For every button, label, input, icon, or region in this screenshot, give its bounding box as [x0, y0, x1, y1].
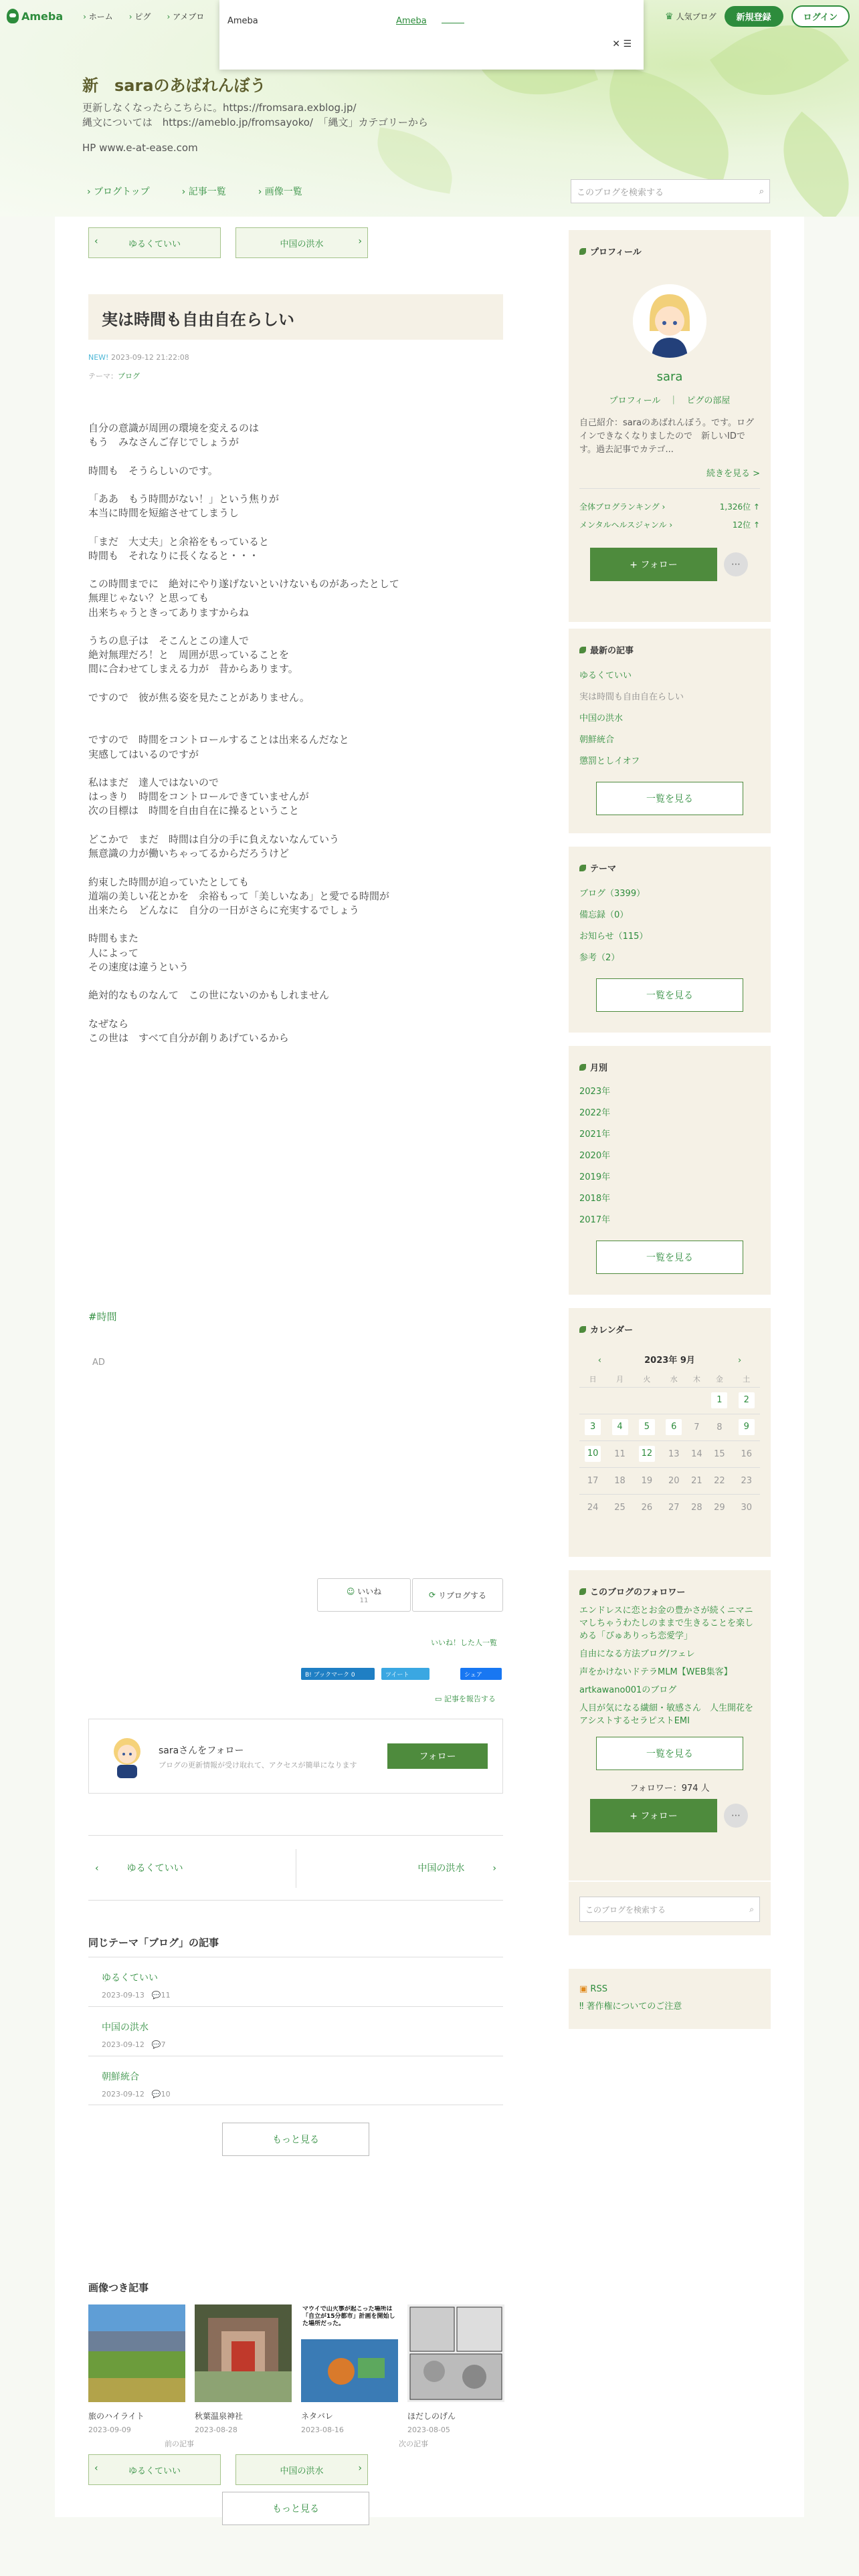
calendar-day[interactable] — [733, 1387, 760, 1414]
month-item[interactable]: 2021年 — [579, 1130, 611, 1140]
list-item-title: ゆるくていい — [102, 1973, 158, 1983]
list-item-meta: 2023-09-12 💬10 — [102, 2090, 171, 2099]
theme-more-wrap — [579, 978, 760, 1012]
calendar-day — [606, 1494, 633, 1521]
calendar-day — [706, 1440, 733, 1467]
calendar-day — [634, 1494, 660, 1521]
sidebar-search-input[interactable] — [579, 1897, 760, 1922]
latest-list — [579, 665, 760, 772]
list-item-meta: 2023-09-13 💬11 — [102, 1991, 171, 2000]
calendar-day-number: 11 — [614, 1448, 626, 1459]
entry-pager — [88, 1835, 503, 1901]
ameba-logo[interactable] — [7, 9, 63, 23]
prev-entry-label: ゆるくていい — [128, 2466, 181, 2476]
latest-item[interactable]: 懲罰としイオフ — [579, 756, 640, 766]
calendar-day-number: 8 — [717, 1422, 723, 1432]
calendar-day-number: 9 — [739, 1419, 755, 1435]
crown-icon: ♛ — [665, 11, 674, 22]
report-link[interactable] — [435, 1693, 496, 1704]
calendar-day — [579, 1467, 606, 1494]
calendar-weekday: 土 — [743, 1374, 751, 1384]
list-item[interactable] — [88, 2006, 503, 2056]
chevron-right-icon: › — [358, 236, 362, 247]
calendar-day-number: 6 — [666, 1419, 682, 1435]
popup-ameba-link[interactable]: Ameba — [396, 16, 427, 26]
image-card-date: 2023-08-28 — [195, 2426, 237, 2434]
calendar-weekday: 木 — [692, 1374, 700, 1384]
calendar-weekday: 月 — [616, 1374, 624, 1384]
image-card-date: 2023-09-09 — [88, 2426, 131, 2434]
follower-item[interactable]: 声をかけないドテラMLM【WEB集客】 — [579, 1667, 733, 1677]
profile-title — [579, 230, 760, 257]
reblog-icon: ⟳ — [428, 1590, 436, 1600]
facebook-share-button[interactable]: シェア — [460, 1668, 502, 1680]
thumbnail-caption: マウイで山火事が起こった場所は「自立が15分都市」計画を開始した場所だった。 — [302, 2306, 395, 2327]
pager-prev-label: ゆるくていい — [126, 1863, 183, 1874]
rss-icon: ▣ — [579, 1984, 591, 1994]
month-item[interactable]: 2022年 — [579, 1108, 611, 1118]
calendar-day — [733, 1494, 760, 1521]
image-card-title: 秋葉温泉神社 — [195, 2411, 244, 2421]
chevron-left-icon: ‹ — [94, 236, 98, 247]
hashtag-link[interactable]: #時間 — [88, 1311, 117, 1323]
follow-card — [88, 1719, 503, 1794]
calendar-day-number: 2 — [739, 1392, 755, 1408]
profile-links[interactable]: プロフィール ｜ ピグの部屋 — [609, 396, 731, 406]
sidebar-search-placeholder: このブログを検索する — [585, 1905, 666, 1915]
monthly-module — [569, 1046, 771, 1295]
shrine-thumbnail — [195, 2304, 292, 2402]
calendar-day-number: 5 — [639, 1419, 655, 1435]
more-options-icon[interactable]: ⋯ — [724, 1804, 748, 1828]
calendar-week — [579, 1440, 760, 1467]
image-card[interactable] — [195, 2304, 292, 2434]
calendar-day — [606, 1387, 633, 1414]
more-image-articles-button[interactable]: もっと見る — [222, 2492, 369, 2525]
calendar-day[interactable] — [706, 1387, 733, 1414]
sidebar-follow-button[interactable]: + フォロー — [590, 548, 717, 581]
calendar-title-label: カレンダー — [590, 1325, 634, 1335]
ad-label: AD — [92, 1358, 105, 1368]
reblog-label: リブログする — [438, 1590, 487, 1600]
list-item-title: 中国の洪水 — [102, 2022, 149, 2033]
reblog-button[interactable] — [412, 1578, 503, 1612]
leaf-icon — [579, 248, 586, 255]
ameba-logo-icon — [7, 9, 19, 23]
calendar-weekday: 火 — [643, 1374, 651, 1384]
tweet-button[interactable]: ツイート — [381, 1668, 430, 1680]
chevron-left-icon: ‹ — [94, 2463, 98, 2474]
latest-item[interactable]: 中国の洪水 — [579, 714, 624, 724]
follow-card-name: saraさんをフォロー — [159, 1745, 244, 1756]
calendar-week — [579, 1467, 760, 1494]
pager-next-label: 中国の洪水 — [417, 1863, 465, 1874]
calendar-day — [706, 1494, 733, 1521]
popular-label: 人気ブログ — [676, 12, 717, 21]
search-placeholder: このブログを検索する — [577, 187, 664, 198]
month-item[interactable]: 2017年 — [579, 1215, 611, 1225]
global-nav-ameblo[interactable]: › アメブロ — [167, 11, 204, 22]
calendar-month: 2023年 9月 — [644, 1356, 695, 1366]
liked-users-link[interactable]: いいね！した人一覧 — [431, 1638, 497, 1647]
calendar-day-number: 29 — [714, 1502, 725, 1513]
nav-image-list[interactable]: › 画像一覧 — [258, 185, 302, 198]
followers-more-wrap — [579, 1737, 760, 1770]
follower-item[interactable]: 人目が気になる繊細・敏感さん 人生開花をアシストするセラピストEMI — [579, 1703, 754, 1726]
calendar-day — [660, 1494, 687, 1521]
global-nav-pigg[interactable]: › ピグ — [129, 11, 151, 22]
calendar-day-number: 30 — [741, 1502, 753, 1513]
copyright-label: 著作権についてのご注意 — [586, 2002, 682, 2012]
calendar-day — [687, 1467, 706, 1494]
next-entry-button-top[interactable] — [235, 227, 368, 258]
month-more-wrap — [579, 1241, 760, 1274]
hatena-bookmark-button[interactable]: B! ブックマーク 0 — [301, 1668, 375, 1680]
pager-prev-link[interactable]: ‹ ゆるくていい — [95, 1863, 183, 1874]
profile-readmore-link[interactable]: 続きを見る > — [706, 469, 760, 479]
topbar-actions — [665, 5, 850, 27]
logo-text: Ameba — [21, 9, 64, 23]
follower-item[interactable]: artkawano001のブログ — [579, 1685, 677, 1695]
profile-module — [569, 230, 771, 622]
theme-list — [579, 883, 760, 969]
leaf-decoration — [593, 64, 745, 183]
like-button[interactable] — [317, 1578, 411, 1612]
calendar-header — [579, 1353, 760, 1366]
followers-follow-row — [590, 1799, 760, 1832]
prev-entry-label: ゆるくていい — [128, 239, 181, 249]
image-card[interactable] — [88, 2304, 185, 2434]
calendar-day-number: 17 — [587, 1475, 599, 1486]
leaf-icon — [579, 647, 586, 653]
image-card-title: ほだしのげん — [407, 2411, 456, 2421]
latest-articles-module — [569, 629, 771, 833]
leaf-icon — [579, 1064, 586, 1071]
calendar-day-number: 3 — [585, 1419, 601, 1435]
latest-item-current[interactable]: 実は時間も自由自在らしい — [579, 692, 684, 702]
follow-button[interactable]: フォロー — [387, 1743, 488, 1769]
calendar-title — [579, 1308, 760, 1335]
leaf-icon — [579, 1326, 586, 1333]
calendar-grid — [579, 1371, 760, 1521]
more-articles-button[interactable]: もっと見る — [222, 2123, 369, 2156]
latest-more-wrap — [579, 782, 760, 815]
image-articles-grid — [88, 2304, 503, 2434]
blog-nav — [87, 185, 302, 198]
rss-link[interactable] — [579, 1981, 760, 1998]
latest-more-button[interactable]: 一覧を見る — [596, 782, 743, 815]
theme-module — [569, 847, 771, 1033]
calendar-day-number: 19 — [641, 1475, 653, 1486]
leaf-decoration — [759, 112, 859, 217]
calendar-day — [660, 1440, 687, 1467]
calendar-day-number: 25 — [614, 1502, 626, 1513]
followers-title-label: このブログのフォロワー — [590, 1588, 686, 1598]
calendar-day — [606, 1440, 633, 1467]
next-entry-label: 中国の洪水 — [280, 239, 324, 249]
calendar-day-number: 15 — [714, 1448, 725, 1459]
month-item[interactable]: 2019年 — [579, 1172, 611, 1182]
calendar-week — [579, 1494, 760, 1521]
new-badge: NEW! — [88, 353, 109, 362]
image-card-title: ネタバレ — [301, 2411, 333, 2421]
login-button[interactable]: ログイン — [791, 5, 850, 27]
entry-body: 自分の意識が周囲の環境を変えるのは もう みなさんご存じでしょうが 時間も そうらしいのです。 「ああ もう時間がない！」という焦りが 本当に時間を短縮させてしまうし 「まだ 大丈夫」と余裕をもっていると 時間も それなりに長くなると・・・ この時間までに 絶対にやり遂げないといけないものがあったとして 無理じゃない？と思っても 出来ちゃうときってありますからね うちの息子は そこんとこの達人で 絶対無理だろ！と 周囲が思っていることを 間に合わせてしまえる力が 昔からあります。 ですので 彼が焦る姿を見たことがありません。 ですので 時間をコントロールすることは出来るんだなと 実感してはいるのですが 私はまだ 達人ではないので はっきり 時間をコントロールできていませんが 次の目標は 時間を自由自在に操るということ どこかで まだ 時間は自分の手に負えないなんていう 無意識の力が働いちゃってるからだろうけど 約束した時間が迫っていたとしても 道端の美しい花とかを 余裕もって「美しいなあ」と愛でる時間が 出来たら どんなに 自分の一日がさらに充実するでしょう 時間もまた 人によって その速度は違うという 絶対的なものなんて この世にないのかもしれません なぜなら この世は すべて自分が創りあげているから — [88, 422, 399, 1044]
next-entry-label: 中国の洪水 — [280, 2466, 324, 2476]
ranking-value: 12位 ↑ — [732, 520, 760, 530]
calendar-weekday: 日 — [589, 1374, 597, 1384]
calendar-day — [660, 1387, 687, 1414]
calendar-day-number: 12 — [639, 1446, 655, 1462]
nav-article-list[interactable]: › 記事一覧 — [182, 185, 226, 198]
month-list — [579, 1081, 760, 1231]
pager-next-link[interactable]: 中国の洪水 › — [417, 1863, 496, 1874]
blog-homepage: HP www.e-at-ease.com — [82, 142, 198, 154]
calendar-module — [569, 1308, 771, 1557]
follow-card-desc: ブログの更新情報が受け取れて、アクセスが簡単になります — [159, 1761, 357, 1769]
calendar-day[interactable] — [660, 1414, 687, 1440]
calendar-day — [634, 1467, 660, 1494]
calendar-day-number: 10 — [585, 1446, 601, 1462]
calendar-day — [733, 1467, 760, 1494]
month-item[interactable]: 2018年 — [579, 1194, 611, 1204]
prev-entry-caption: 前の記事 — [165, 2440, 194, 2448]
calendar-day — [634, 1387, 660, 1414]
follower-count: フォロワー：974 人 — [630, 1784, 710, 1794]
theme-title — [579, 847, 760, 874]
leaf-decoration — [371, 127, 459, 194]
copyright-link[interactable] — [579, 1998, 760, 2016]
image-card[interactable] — [301, 2304, 398, 2434]
like-icon: ☺ いいね — [346, 1587, 382, 1596]
image-card[interactable] — [407, 2304, 504, 2434]
month-item[interactable]: 2023年 — [579, 1087, 611, 1097]
profile-avatar[interactable] — [633, 284, 706, 358]
image-card-date: 2023-08-05 — [407, 2426, 450, 2434]
entry-theme — [88, 370, 140, 381]
sidebar-search-module — [569, 1882, 771, 1935]
entry-date-value: 2023-09-12 21:22:08 — [110, 353, 189, 362]
entry-date — [88, 353, 189, 362]
chat-icon: ▭ — [435, 1695, 444, 1703]
entry-title[interactable]: 実は時間も自由自在らしい — [88, 294, 503, 340]
calendar-day[interactable] — [606, 1414, 633, 1440]
calendar-day-number: 7 — [694, 1422, 700, 1432]
month-more-button[interactable]: 一覧を見る — [596, 1241, 743, 1274]
report-label: 記事を報告する — [444, 1695, 496, 1703]
profile-title-label: プロフィール — [590, 247, 642, 257]
calendar-day-number: 16 — [741, 1448, 753, 1459]
chevron-right-icon: › — [358, 2463, 362, 2474]
like-label: いいね — [357, 1587, 382, 1596]
calendar-day — [579, 1494, 606, 1521]
calendar-week — [579, 1414, 760, 1440]
chevron-left-icon[interactable]: ‹ — [597, 1356, 601, 1366]
calendar-day — [706, 1414, 733, 1440]
theme-title-label: テーマ — [590, 864, 617, 874]
calendar-day-number: 4 — [612, 1419, 628, 1435]
calendar-day — [606, 1467, 633, 1494]
calendar-day[interactable] — [579, 1440, 606, 1467]
global-nav — [83, 11, 204, 22]
theme-item[interactable]: ブログ（3399） — [579, 889, 646, 899]
list-item-title: 朝鮮統合 — [102, 2072, 139, 2082]
ranking-section — [579, 488, 760, 530]
profile-intro: 自己紹介：saraのあばれんぼう。です。ログインできなくなりましたので 新しいIDです。過去記事でカテゴ... — [579, 418, 755, 455]
landscape-thumbnail — [88, 2304, 185, 2402]
theme-label: テーマ： — [88, 372, 118, 381]
month-item[interactable]: 2020年 — [579, 1151, 611, 1161]
calendar-weekday: 水 — [670, 1374, 678, 1384]
calendar-day — [733, 1440, 760, 1467]
sidebar-follow-button-2[interactable]: + フォロー — [590, 1799, 717, 1832]
theme-item[interactable]: 参考（2） — [579, 953, 620, 963]
calendar-day — [660, 1467, 687, 1494]
followers-module — [569, 1570, 771, 1881]
like-count: 11 — [359, 1597, 369, 1604]
ad-popup — [219, 0, 644, 70]
ranking-row[interactable] — [579, 519, 760, 530]
popup-brand: Ameba — [227, 16, 258, 26]
list-item[interactable] — [88, 1957, 503, 2006]
manga-thumbnail — [407, 2304, 504, 2402]
more-options-icon[interactable]: ⋯ — [724, 552, 748, 576]
news-thumbnail — [301, 2304, 398, 2402]
calendar-day — [687, 1494, 706, 1521]
prev-entry-button-top[interactable] — [88, 227, 221, 258]
rss-label: RSS — [590, 1984, 607, 1994]
calendar-day-number: 18 — [614, 1475, 626, 1486]
calendar-day-number: 21 — [691, 1475, 702, 1486]
latest-item[interactable]: ゆるくていい — [579, 671, 632, 681]
warning-icon: ‼ — [579, 2002, 587, 2012]
theme-item[interactable]: 備忘録（0） — [579, 910, 629, 920]
calendar-day-number: 22 — [714, 1475, 725, 1486]
calendar-day — [706, 1467, 733, 1494]
calendar-day — [579, 1387, 606, 1414]
blog-search-input[interactable] — [571, 179, 770, 203]
theme-more-button[interactable]: 一覧を見る — [596, 978, 743, 1012]
popup-close-button[interactable]: ✕ ☰ — [612, 39, 632, 49]
popular-blog-link[interactable] — [665, 11, 717, 22]
profile-follow-row — [590, 548, 760, 581]
leaf-icon — [579, 865, 586, 871]
image-articles-title: 画像つき記事 — [88, 2282, 149, 2294]
followers-title — [579, 1570, 760, 1598]
calendar-day — [687, 1387, 706, 1414]
calendar-weekday: 金 — [715, 1374, 723, 1384]
calendar-day[interactable] — [634, 1440, 660, 1467]
calendar-day-number: 23 — [741, 1475, 753, 1486]
profile-name[interactable]: sara — [656, 370, 683, 384]
prev-entry-button-bottom[interactable] — [88, 2454, 221, 2485]
next-entry-button-bottom[interactable] — [235, 2454, 368, 2485]
same-theme-list — [88, 1957, 503, 2105]
chevron-right-icon[interactable]: › — [738, 1356, 742, 1366]
calendar-day[interactable] — [733, 1414, 760, 1440]
avatar-illustration — [633, 284, 706, 358]
register-button[interactable]: 新規登録 — [725, 6, 783, 27]
calendar-day-number: 27 — [668, 1502, 680, 1513]
blog-desc-line: 更新しなくなったらこちらに。https://fromsara.exblog.jp/ — [82, 102, 357, 114]
calendar-day-number: 13 — [668, 1448, 680, 1459]
ranking-value: 1,326位 ↑ — [719, 502, 760, 512]
month-title-label: 月別 — [590, 1063, 608, 1073]
image-card-title: 旅のハイライト — [88, 2411, 145, 2421]
followers-list — [579, 1604, 760, 1727]
follower-item[interactable]: エンドレスに恋とお金の豊かさが続くニマニマしちゃうわたしのままで生きることを楽しめる「ぴゅありっち恋愛学」 — [579, 1606, 754, 1641]
list-item-meta: 2023-09-12 💬7 — [102, 2040, 166, 2049]
blog-description — [82, 100, 428, 130]
calendar-day — [687, 1440, 706, 1467]
calendar-day-number: 14 — [691, 1448, 702, 1459]
image-card-date: 2023-08-16 — [301, 2426, 344, 2434]
theme-link[interactable]: ブログ — [118, 372, 140, 381]
leaf-icon — [579, 1588, 586, 1595]
ranking-row[interactable] — [579, 501, 760, 512]
month-title — [579, 1046, 760, 1073]
latest-item[interactable]: 朝鮮統合 — [579, 735, 615, 745]
global-nav-home[interactable]: › ホーム — [83, 11, 113, 22]
avatar[interactable] — [106, 1733, 148, 1780]
share-buttons — [301, 1668, 502, 1680]
latest-title-label: 最新の記事 — [590, 646, 634, 656]
blog-title[interactable]: 新 saraのあばれんぼう — [82, 76, 266, 95]
calendar-day-number: 26 — [641, 1502, 653, 1513]
calendar-day-number: 1 — [711, 1392, 727, 1408]
same-theme-title: 同じテーマ「ブログ」の記事 — [88, 1937, 219, 1949]
rss-module — [569, 1969, 771, 2029]
ranking-label: 全体ブログランキング › — [579, 502, 666, 512]
calendar-day[interactable] — [579, 1414, 606, 1440]
calendar-day — [687, 1414, 706, 1440]
ranking-label: メンタルヘルスジャンル › — [579, 520, 673, 530]
nav-blog-top[interactable]: › ブログトップ — [87, 185, 150, 198]
search-icon[interactable]: ⌕ — [759, 186, 764, 197]
calendar-day-number: 20 — [668, 1475, 680, 1486]
list-item[interactable] — [88, 2056, 503, 2105]
calendar-day-number: 24 — [587, 1502, 599, 1513]
calendar-day-number: 28 — [691, 1502, 702, 1513]
blog-desc-line: 縄文については https://ameblo.jp/fromsayoko/ 「縄文」カテゴリーから — [82, 116, 428, 128]
latest-title — [579, 629, 760, 656]
search-icon[interactable]: ⌕ — [749, 1904, 754, 1914]
calendar-day[interactable] — [634, 1414, 660, 1440]
theme-item[interactable]: お知らせ（115） — [579, 932, 648, 942]
follower-item[interactable]: 自由になる方法ブログ/フェレ — [579, 1649, 695, 1659]
calendar-week — [579, 1387, 760, 1414]
followers-more-button[interactable]: 一覧を見る — [596, 1737, 743, 1770]
next-entry-caption: 次の記事 — [399, 2440, 428, 2448]
